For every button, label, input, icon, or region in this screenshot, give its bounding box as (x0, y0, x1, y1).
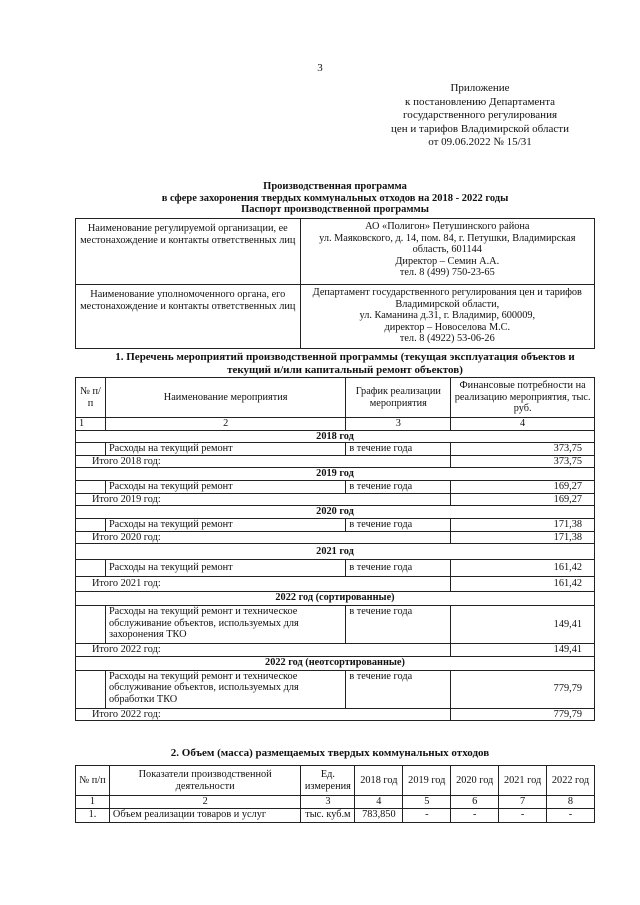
table-header-row (76, 766, 595, 796)
value-2018: 783,850 (355, 808, 403, 822)
passport-table (75, 218, 595, 349)
year-row (76, 506, 595, 519)
total-label: Итого 2022 год: (76, 644, 451, 657)
col-header-year: 2019 год (403, 766, 451, 796)
measure-name: Расходы на текущий ремонт (105, 443, 345, 456)
total-row (76, 708, 595, 721)
table-row (76, 443, 595, 456)
value-2021: - (499, 808, 547, 822)
column-numbers-row (76, 418, 595, 431)
col-header-year: 2018 год (355, 766, 403, 796)
passport-value-line: Департамент государственного регулирования цен и тарифов Владимирской области, (312, 287, 582, 310)
program-title-line: в сфере захоронения твердых коммунальных отходов на 2018 - 2022 годы (161, 192, 509, 204)
col-number: 3 (301, 796, 355, 809)
total-row (76, 644, 595, 657)
cell-empty (76, 443, 106, 456)
measure-value: 171,38 (451, 519, 595, 532)
measure-name: Расходы на текущий ремонт и техническое обслуживание объектов, используемых для обработки ТКО (105, 670, 345, 708)
total-value: 171,38 (451, 531, 595, 544)
indicator-name: Объем реализации товаров и услуг (109, 808, 301, 822)
total-label: Итого 2021 год: (76, 577, 451, 592)
total-row (76, 531, 595, 544)
passport-label: Наименование уполномоченного органа, его местонахождение и контакты ответственных лиц (76, 285, 301, 349)
col-header-number: № п/п (76, 766, 110, 796)
col-header-number: № п/п (76, 378, 106, 418)
appendix-line: государственного регулирования (402, 109, 558, 121)
year-row (76, 430, 595, 443)
measure-schedule: в течение года (346, 481, 451, 494)
table-row (76, 481, 595, 494)
table-header-row (76, 378, 595, 418)
col-number: 6 (451, 796, 499, 809)
col-number: 8 (547, 796, 595, 809)
appendix-line: Приложение (450, 82, 510, 94)
passport-value-line: директор – Новоселова М.С. (384, 321, 511, 333)
col-number: 2 (105, 418, 345, 431)
total-label: Итого 2020 год: (76, 531, 451, 544)
passport-value-line: тел. 8 (4922) 53-06-26 (399, 333, 495, 344)
value-2022: - (547, 808, 595, 822)
appendix-block (360, 82, 600, 150)
col-number: 1 (76, 796, 110, 809)
row-number: 1. (76, 808, 110, 822)
measure-name: Расходы на текущий ремонт (105, 560, 345, 577)
total-label: Итого 2022 год: (76, 708, 451, 721)
measure-value: 161,42 (451, 560, 595, 577)
total-label: Итого 2018 год: (76, 455, 451, 468)
table-row (76, 808, 595, 822)
total-value: 373,75 (451, 455, 595, 468)
passport-value-line: Директор – Семин А.А. (395, 255, 500, 267)
appendix-date: от 09.06.2022 № 15/31 (428, 136, 532, 148)
passport-value-line: АО «Полигон» Петушинского района (365, 221, 530, 232)
col-number: 4 (451, 418, 595, 431)
col-header-financing: Финансовые потребности на реализацию мероприятия, тыс. руб. (451, 378, 595, 418)
total-label: Итого 2019 год: (76, 493, 451, 506)
year-heading: 2018 год (76, 430, 595, 443)
year-heading: 2020 год (76, 506, 595, 519)
passport-value (300, 285, 594, 349)
total-value: 161,42 (451, 577, 595, 592)
col-header-year: 2021 год (499, 766, 547, 796)
table-row (76, 560, 595, 577)
appendix-line: цен и тарифов Владимирской области (391, 122, 569, 135)
volume-table (75, 765, 595, 823)
cell-empty (76, 670, 106, 708)
col-number: 4 (355, 796, 403, 809)
measure-name: Расходы на текущий ремонт (105, 519, 345, 532)
table-row (76, 519, 595, 532)
passport-value (300, 219, 594, 285)
col-header-year: 2020 год (451, 766, 499, 796)
col-header-measure: Наименование мероприятия (105, 378, 345, 418)
measure-name: Расходы на текущий ремонт и техническое обслуживание объектов, используемых для захоронения ТКО (105, 606, 345, 644)
year-heading: 2022 год (неотсортированные) (76, 656, 595, 670)
col-number: 2 (109, 796, 301, 809)
cell-empty (76, 606, 106, 644)
total-row (76, 493, 595, 506)
cell-empty (76, 560, 106, 577)
passport-value-line: ул. Маяковского, д. 14, пом. 84, г. Петушки, Владимирская область, 601144 (319, 232, 576, 255)
total-row (76, 455, 595, 468)
passport-row (76, 219, 595, 285)
measure-schedule: в течение года (346, 670, 451, 708)
col-header-schedule: График реализации мероприятия (346, 378, 451, 418)
col-number: 3 (346, 418, 451, 431)
total-value: 779,79 (451, 708, 595, 721)
value-2019: - (403, 808, 451, 822)
year-row (76, 544, 595, 560)
measure-name: Расходы на текущий ремонт (105, 481, 345, 494)
measure-schedule: в течение года (346, 519, 451, 532)
measure-value: 169,27 (451, 481, 595, 494)
table-row (76, 670, 595, 708)
section1-heading: 1. Перечень мероприятий производственной программы (текущая эксплуатация объектов и текущий и/или капитальный ремонт объектов) (115, 351, 575, 376)
measure-schedule: в течение года (346, 443, 451, 456)
measure-schedule: в течение года (346, 606, 451, 644)
measure-value: 373,75 (451, 443, 595, 456)
value-2020: - (451, 808, 499, 822)
total-row (76, 577, 595, 592)
program-title-line: Производственная программа (263, 181, 407, 192)
year-row (76, 656, 595, 670)
appendix-line: к постановлению Департамента (404, 95, 556, 108)
year-heading: 2021 год (76, 544, 595, 560)
table-row (76, 606, 595, 644)
cell-empty (76, 481, 106, 494)
measure-value: 779,79 (451, 670, 595, 708)
year-heading: 2019 год (76, 468, 595, 481)
unit: тыс. куб.м (301, 808, 355, 822)
year-heading: 2022 год (сортированные) (76, 592, 595, 606)
col-header-year: 2022 год (547, 766, 595, 796)
col-number: 1 (76, 418, 106, 431)
cell-empty (76, 519, 106, 532)
col-header-indicator: Показатели производственной деятельности (109, 766, 301, 796)
passport-value-line: тел. 8 (499) 750-23-65 (399, 267, 495, 278)
year-row (76, 592, 595, 606)
measures-table (75, 377, 595, 721)
col-number: 7 (499, 796, 547, 809)
col-header-unit: Ед. измерения (301, 766, 355, 796)
passport-title: Паспорт производственной программы (241, 204, 429, 215)
measure-schedule: в течение года (346, 560, 451, 577)
section2-heading: 2. Объем (масса) размещаемых твердых коммунальных отходов (170, 747, 490, 759)
passport-value-line: ул. Каманина д.31, г. Владимир, 600009, (359, 310, 536, 321)
measure-value: 149,41 (451, 606, 595, 644)
column-numbers-row (76, 796, 595, 809)
passport-label: Наименование регулируемой организации, ее местонахождение и контакты ответственных лиц (76, 219, 301, 285)
col-number: 5 (403, 796, 451, 809)
year-row (76, 468, 595, 481)
page-number: 3 (317, 62, 323, 74)
passport-row (76, 285, 595, 349)
program-title (70, 181, 600, 216)
total-value: 169,27 (451, 493, 595, 506)
total-value: 149,41 (451, 644, 595, 657)
